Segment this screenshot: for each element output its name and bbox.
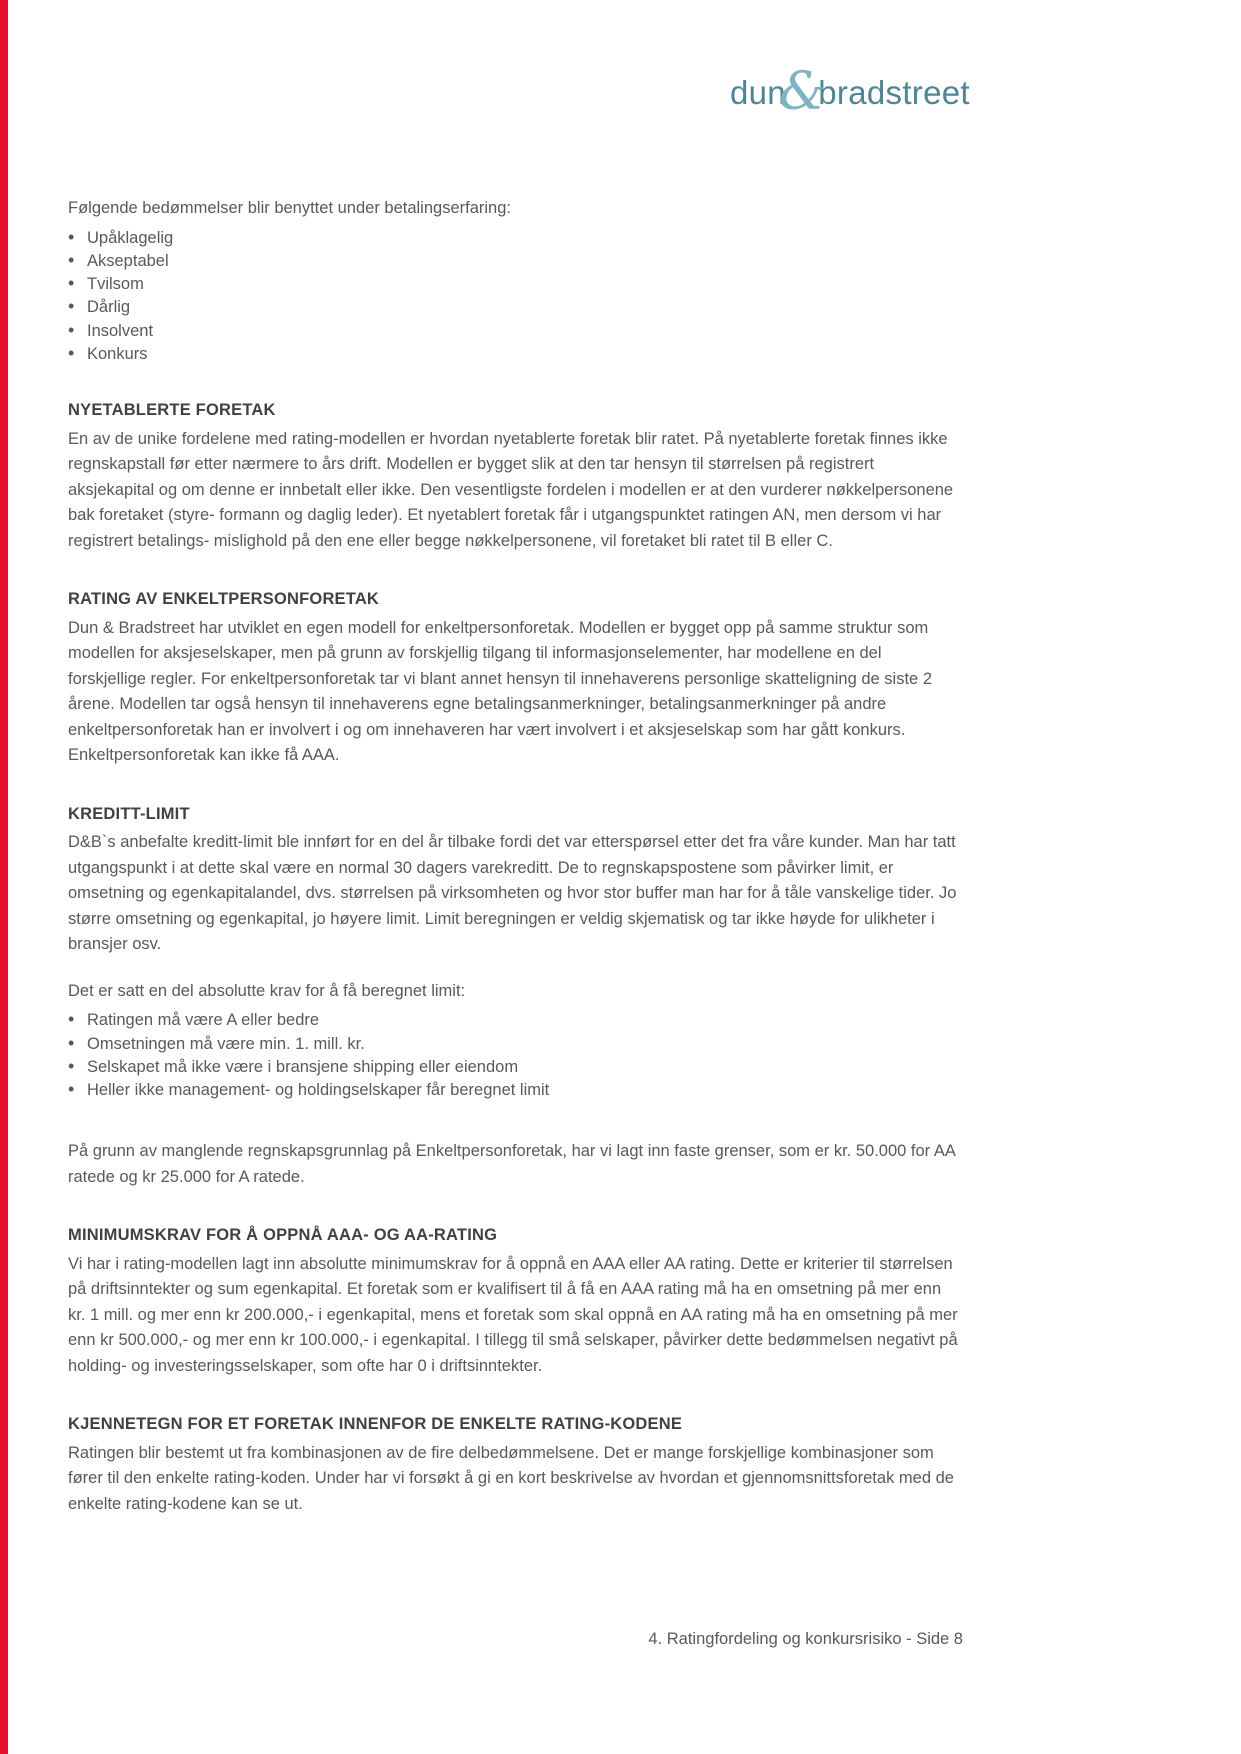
list-item-label: Dårlig xyxy=(87,298,131,317)
intro-paragraph: Følgende bedømmelser blir benyttet under betalingserfaring: xyxy=(68,199,511,217)
list-item xyxy=(68,1008,963,1031)
bullet-dot: • xyxy=(68,319,75,340)
document-content xyxy=(68,196,963,1517)
section-heading-minimumskrav: MINIMUMSKRAV FOR Å OPPNÅ AAA- OG AA-RATING xyxy=(68,1226,498,1245)
limit-requirements-list xyxy=(68,1008,963,1101)
section-body: Vi har i rating-modellen lagt inn absolutte minimumskrav for å oppnå en AAA eller AA rating. Dette er kriterier til størrelsen på driftsinntekter og sum egenkapital. Et foretak som er kvalifisert til å få en AAA rating må ha en omsetning på mer enn kr. 1 mill. og mer enn kr 200.000,- i egenkapital, mens et foretak som skal oppnå en AA rating må ha en omsetning på mer enn kr 500.000,- og mer enn kr 100.000,- i egenkapital. I tillegg til små selskaper, påvirker dette bedømmelsen negativt på holding- og investeringsselskaper, som ofte har 0 i driftsinntekter. xyxy=(68,1254,958,1375)
section-heading-kreditt-limit: KREDITT-LIMIT xyxy=(68,804,190,823)
list-item-label: Heller ikke management- og holdingselskaper får beregnet limit xyxy=(87,1081,550,1100)
bullet-dot: • xyxy=(68,1032,75,1053)
list-item xyxy=(68,319,963,342)
limit-requirements-lead: Det er satt en del absolutte krav for å få beregnet limit: xyxy=(68,981,466,1000)
bullet-dot: • xyxy=(68,249,75,270)
list-item-label: Insolvent xyxy=(87,321,154,340)
section-body: Dun & Bradstreet har utviklet en egen modell for enkeltpersonforetak. Modellen er bygget opp på samme struktur som modellen for aksjeselskaper, men på grunn av forskjellig tilgang til informasjonselementer, har modellene en del forskjellige regler. For enkeltpersonforetak tar vi blant annet hensyn til innehaverens personlige skatteligning de siste 2 årene. Modellen tar også hensyn til innehaverens egne betalingsanmerkninger, betalingsanmerkninger på andre enkeltpersonforetak han er involvert i og om innehaveren har vært involvert i et aksjeselskap som har gått konkurs. Enkeltpersonforetak kan ikke få AAA. xyxy=(68,618,932,765)
list-item-label: Upåklagelig xyxy=(87,228,174,247)
section-body: Ratingen blir bestemt ut fra kombinasjonen av de fire delbedømmelsene. Det er mange forskjellige kombinasjoner som fører til den enkelte rating-koden. Under har vi forsøkt å gi en kort beskrivelse av hvordan et gjennomsnittsforetak med de enkelte rating-kodene kan se ut. xyxy=(68,1443,954,1513)
bullet-dot: • xyxy=(68,1055,75,1076)
list-item xyxy=(68,342,963,365)
bullet-dot: • xyxy=(68,1009,75,1030)
list-item xyxy=(68,226,963,249)
bullet-dot: • xyxy=(68,226,75,247)
list-item-label: Omsetningen må være min. 1. mill. kr. xyxy=(87,1034,365,1053)
list-item xyxy=(68,1055,963,1078)
limit-note-paragraph: På grunn av manglende regnskapsgrunnlag på Enkeltpersonforetak, har vi lagt inn faste grenser, som er kr. 50.000 for AA ratede og kr 25.000 for A ratede. xyxy=(68,1142,955,1186)
logo-word-dun: dun xyxy=(730,74,786,111)
list-item xyxy=(68,1032,963,1055)
section-heading-kjennetegn: KJENNETEGN FOR ET FORETAK INNENFOR DE ENKELTE RATING-KODENE xyxy=(68,1415,683,1434)
list-item xyxy=(68,1078,963,1101)
section-heading-nyetablerte-foretak: NYETABLERTE FORETAK xyxy=(68,401,276,420)
bullet-dot: • xyxy=(68,273,75,294)
bullet-dot: • xyxy=(68,1079,75,1100)
payment-experience-list xyxy=(68,226,963,366)
red-accent-bar xyxy=(0,0,8,1754)
bullet-dot: • xyxy=(68,342,75,363)
bullet-dot: • xyxy=(68,296,75,317)
list-item-label: Tvilsom xyxy=(87,275,144,294)
list-item-label: Akseptabel xyxy=(87,251,169,270)
dun-bradstreet-logo xyxy=(730,62,970,122)
list-item-label: Konkurs xyxy=(87,344,148,363)
logo-ampersand-icon: & xyxy=(778,62,826,122)
list-item xyxy=(68,249,963,272)
list-item-label: Ratingen må være A eller bedre xyxy=(87,1011,320,1030)
section-body: D&B`s anbefalte kreditt-limit ble innført for en del år tilbake fordi det var etterspørsel etter det fra våre kunder. Man har tatt utgangspunkt i at dette skal være en normal 30 dagers varekreditt. De to regnskapspostene som påvirker limit, er omsetning og egenkapitalandel, dvs. størrelsen på virksomheten og hvor stor buffer man har for å tåle vanskelige tider. Jo større omsetning og egenkapital, jo høyere limit. Limit beregningen er veldig skjematisk og tar ikke høyde for ulikheter i bransjer osv. xyxy=(68,833,957,954)
list-item-label: Selskapet må ikke være i bransjene shipping eller eiendom xyxy=(87,1057,519,1076)
section-heading-rating-enkeltpersonforetak: RATING AV ENKELTPERSONFORETAK xyxy=(68,590,380,609)
section-body: En av de unike fordelene med rating-modellen er hvordan nyetablerte foretak blir ratet. På nyetablerte foretak finnes ikke regnskapstall før etter nærmere to års drift. Modellen er bygget slik at den tar hensyn til størrelsen på registrert aksjekapital og om denne er innbetalt eller ikke. Den vesentligste fordelen i modellen er at den vurderer nøkkelpersonene bak foretaket (styre- formann og daglig leder). Et nyetablert foretak får i utgangspunktet ratingen AN, men dersom vi har registrert betalings- mislighold på den ene eller begge nøkkelpersonene, vil foretaket bli ratet til B eller C. xyxy=(68,429,954,550)
logo-word-bradstreet: bradstreet xyxy=(818,74,970,111)
list-item xyxy=(68,295,963,318)
list-item xyxy=(68,272,963,295)
page-footer: 4. Ratingfordeling og konkursrisiko - Side 8 xyxy=(648,1630,963,1648)
